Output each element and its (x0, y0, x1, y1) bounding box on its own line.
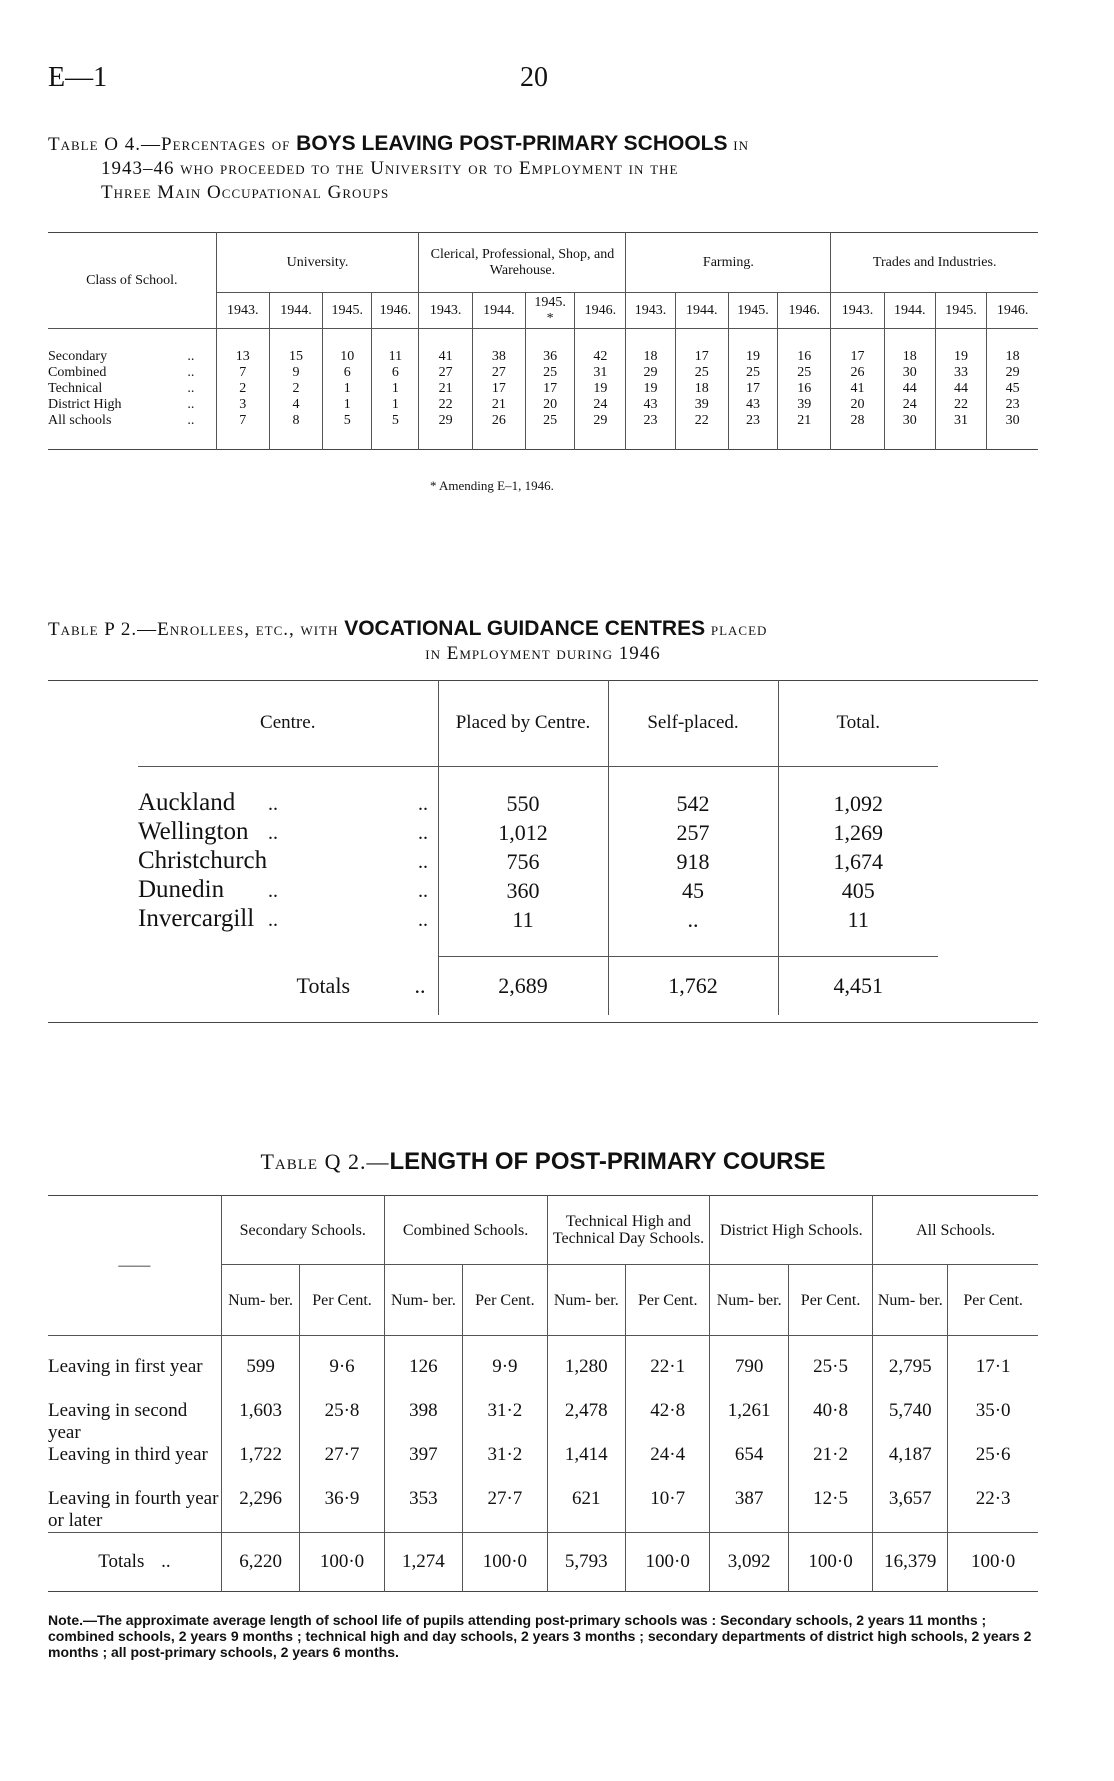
cell-value: 25·5 (788, 1356, 872, 1400)
year-header: 1945. (935, 293, 986, 329)
cell-value: 18 (626, 349, 675, 365)
year-header: 1945. (323, 293, 372, 329)
cell-value: 397 (384, 1444, 463, 1488)
cell-value: 3 (216, 397, 269, 413)
cell-value: 3,657 (873, 1488, 948, 1533)
centre-dots: .. (418, 822, 428, 844)
cell-value: 22·1 (626, 1356, 710, 1400)
caption-p2-post: placed (710, 619, 768, 640)
cell-value: 22 (419, 397, 472, 413)
cell-value: 36·9 (300, 1488, 384, 1533)
total-value: 11 (778, 905, 938, 934)
sub-percent: Per Cent. (788, 1265, 872, 1336)
caption-o4-post: in (733, 134, 749, 155)
cell-value: 27·7 (463, 1488, 547, 1533)
cell-value: 25·8 (300, 1400, 384, 1444)
totals-value: 16,379 (873, 1533, 948, 1592)
centre-name: Dunedin (138, 876, 225, 903)
year-header: 1946. (372, 293, 419, 329)
cell-value: 31·2 (463, 1400, 547, 1444)
cell-value: 18 (675, 381, 728, 397)
header-placed: Placed by Centre. (438, 680, 608, 767)
cell-value: 25 (728, 365, 777, 381)
group-secondary: Secondary Schools. (221, 1196, 384, 1265)
sub-number: Num- ber. (384, 1265, 463, 1336)
row-label: District High (48, 397, 122, 412)
cell-value: 16 (778, 381, 831, 397)
caption-o4-line2: 1943–46 who proceeded to the University or to Employment in the (101, 158, 679, 179)
sub-percent: Per Cent. (463, 1265, 547, 1336)
cell-value: 5,740 (873, 1400, 948, 1444)
cell-value: 7 (216, 413, 269, 429)
self-value: 918 (608, 847, 778, 876)
table-row (138, 789, 938, 818)
amended-marker: * (546, 310, 554, 326)
cell-value: 126 (384, 1356, 463, 1400)
year-header: 1943. (831, 293, 884, 329)
cell-value: 29 (419, 413, 472, 429)
table-row (138, 876, 938, 905)
row-label: Leaving in fourth year or later (48, 1488, 219, 1531)
caption-q2-pre: Table Q 2.— (260, 1149, 390, 1174)
cell-value: 31·2 (463, 1444, 547, 1488)
cell-value: 6 (323, 365, 372, 381)
centre-cell (138, 818, 438, 847)
row-label: Leaving in second year (48, 1400, 188, 1443)
table-q2-caption (48, 1150, 1038, 1174)
cell-value: 12·5 (788, 1488, 872, 1533)
cell-value: 40·8 (788, 1400, 872, 1444)
cell-value: 19 (575, 381, 626, 397)
cell-value: 1 (372, 381, 419, 397)
cell-value: 22 (935, 397, 986, 413)
totals-value: 5,793 (547, 1533, 626, 1592)
table-q2-note: Note.—The approximate average length of school life of pupils attending post-primary schools was : Secondary schools, 2 years 11 months ; combined schools, 2 years 9 months ; technical high and day schools, 2 years 3 months ; secondary departments of district high schools, 2 years 2 months ; all post-primary schools, 2 years 6 months. (48, 1612, 1032, 1660)
cell-value: 353 (384, 1488, 463, 1533)
total-value: 405 (778, 876, 938, 905)
cell-value: 2,296 (221, 1488, 300, 1533)
cell-value: 20 (526, 397, 575, 413)
table-row (48, 413, 1038, 429)
centre-name: Wellington (138, 818, 249, 845)
cell-value: 1,414 (547, 1444, 626, 1488)
row-dots: .. (187, 349, 195, 364)
group-district-high: District High Schools. (710, 1196, 873, 1265)
cell-value: 2 (216, 381, 269, 397)
year-header-amended: 1945. * (526, 293, 575, 329)
group-technical: Technical High and Technical Day Schools. (547, 1196, 710, 1265)
cell-value: 36 (526, 349, 575, 365)
centre-name: Christchurch (138, 847, 268, 874)
cell-value: 13 (216, 349, 269, 365)
table-row (138, 905, 938, 934)
cell-value: 23 (728, 413, 777, 429)
caption-o4-line3: Three Main Occupational Groups (101, 182, 390, 203)
cell-value: 31 (935, 413, 986, 429)
centre-name: Invercargill (138, 905, 255, 932)
cell-value: 25 (675, 365, 728, 381)
cell-value: 38 (472, 349, 525, 365)
placed-value: 550 (438, 789, 608, 818)
cell-value: 25 (526, 365, 575, 381)
row-label: Secondary (48, 349, 108, 364)
cell-value: 5 (323, 413, 372, 429)
cell-value: 15 (269, 349, 322, 365)
cell-value: 398 (384, 1400, 463, 1444)
totals-value: 100·0 (626, 1533, 710, 1592)
cell-value: 21·2 (788, 1444, 872, 1488)
totals-value: 3,092 (710, 1533, 789, 1592)
group-combined: Combined Schools. (384, 1196, 547, 1265)
totals-value: 100·0 (788, 1533, 872, 1592)
caption-o4-pre: Table O 4.—Percentages of (48, 134, 291, 155)
self-value: 257 (608, 818, 778, 847)
cell-value: 1,261 (710, 1400, 789, 1444)
cell-value: 44 (884, 381, 935, 397)
table-row (48, 1488, 1038, 1533)
self-value: .. (608, 905, 778, 934)
self-value: 45 (608, 876, 778, 905)
table-o4-caption (48, 132, 1038, 205)
cell-value: 1,280 (547, 1356, 626, 1400)
cell-value: 21 (472, 397, 525, 413)
caption-q2-bold: LENGTH OF POST-PRIMARY COURSE (389, 1148, 826, 1175)
group-clerical: Clerical, Professional, Shop, and Warehouse. (419, 233, 626, 293)
cell-value: 43 (728, 397, 777, 413)
cell-value: 29 (987, 365, 1038, 381)
sub-percent: Per Cent. (948, 1265, 1038, 1336)
centre-cell (138, 847, 438, 876)
cell-value: 25 (778, 365, 831, 381)
row-dots: .. (187, 413, 195, 428)
header-total: Total. (778, 680, 938, 767)
row-label: Leaving in third year (48, 1444, 208, 1465)
centre-dots: .. (418, 851, 428, 873)
totals-label: Totals (296, 972, 350, 998)
table-o4 (48, 232, 1038, 450)
year-header: 1943. (419, 293, 472, 329)
totals-dots: .. (414, 972, 426, 998)
totals-total: 4,451 (778, 957, 938, 1016)
total-value: 1,674 (778, 847, 938, 876)
table-row (138, 818, 938, 847)
totals-label-cell (138, 957, 438, 1016)
sub-percent: Per Cent. (300, 1265, 384, 1336)
self-value: 542 (608, 789, 778, 818)
centre-cell (138, 905, 438, 934)
cell-value: 41 (419, 349, 472, 365)
cell-value: 23 (987, 397, 1038, 413)
sub-number: Num- ber. (547, 1265, 626, 1336)
placed-value: 756 (438, 847, 608, 876)
cell-value: 27·7 (300, 1444, 384, 1488)
placed-value: 360 (438, 876, 608, 905)
totals-value: 100·0 (463, 1533, 547, 1592)
page-number: 20 (520, 62, 548, 93)
cell-value: 11 (372, 349, 419, 365)
cell-value: 9·9 (463, 1356, 547, 1400)
year-header: 1946. (575, 293, 626, 329)
totals-dots: .. (161, 1551, 171, 1572)
cell-value: 41 (831, 381, 884, 397)
row-dots: .. (187, 365, 195, 380)
year-header: 1946. (987, 293, 1038, 329)
class-of-school-header: Class of School. (48, 233, 216, 329)
cell-value: 790 (710, 1356, 789, 1400)
centre-dots: .. (268, 822, 278, 844)
cell-value: 24 (884, 397, 935, 413)
group-trades: Trades and Industries. (831, 233, 1038, 293)
cell-value: 31 (575, 365, 626, 381)
table-row (48, 381, 1038, 397)
cell-value: 22·3 (948, 1488, 1038, 1533)
cell-value: 17 (831, 349, 884, 365)
cell-value: 7 (216, 365, 269, 381)
header-self-placed: Self-placed. (608, 680, 778, 767)
cell-value: 6 (372, 365, 419, 381)
cell-value: 21 (778, 413, 831, 429)
year-header: 1944. (884, 293, 935, 329)
cell-value: 24 (575, 397, 626, 413)
placed-value: 1,012 (438, 818, 608, 847)
cell-value: 16 (778, 349, 831, 365)
row-dots: .. (187, 397, 195, 412)
cell-value: 5 (372, 413, 419, 429)
cell-value: 2 (269, 381, 322, 397)
cell-value: 4,187 (873, 1444, 948, 1488)
table-row (48, 365, 1038, 381)
cell-value: 25·6 (948, 1444, 1038, 1488)
cell-value: 9 (269, 365, 322, 381)
table-p2-caption (48, 617, 1038, 666)
cell-value: 1,603 (221, 1400, 300, 1444)
sub-percent: Per Cent. (626, 1265, 710, 1336)
cell-value: 29 (626, 365, 675, 381)
centre-dots: .. (268, 909, 278, 931)
cell-value: 10 (323, 349, 372, 365)
cell-value: 23 (626, 413, 675, 429)
year-header: 1944. (269, 293, 322, 329)
caption-p2-bold: VOCATIONAL GUIDANCE CENTRES (344, 617, 706, 640)
cell-value: 9·6 (300, 1356, 384, 1400)
centre-dots: .. (418, 880, 428, 902)
totals-self: 1,762 (608, 957, 778, 1016)
centre-name: Auckland (138, 789, 236, 816)
table-q2 (48, 1195, 1038, 1592)
year-header: 1944. (675, 293, 728, 329)
caption-o4-bold: BOYS LEAVING POST-PRIMARY SCHOOLS (296, 132, 728, 155)
cell-value: 17 (675, 349, 728, 365)
totals-value: 1,274 (384, 1533, 463, 1592)
sub-number: Num- ber. (873, 1265, 948, 1336)
cell-value: 35·0 (948, 1400, 1038, 1444)
year-header: 1944. (472, 293, 525, 329)
table-p2-bottom-rule (48, 1022, 1038, 1023)
cell-value: 17·1 (948, 1356, 1038, 1400)
totals-value: 100·0 (948, 1533, 1038, 1592)
caption-p2-pre: Table P 2.—Enrollees, etc., with (48, 619, 339, 640)
cell-value: 19 (626, 381, 675, 397)
table-row (48, 349, 1038, 365)
cell-value: 43 (626, 397, 675, 413)
table-o4-footnote: * Amending E–1, 1946. (430, 478, 554, 493)
cell-value: 27 (472, 365, 525, 381)
cell-value: 44 (935, 381, 986, 397)
cell-value: 39 (675, 397, 728, 413)
cell-value: 24·4 (626, 1444, 710, 1488)
row-dots: .. (187, 381, 195, 396)
group-all-schools: All Schools. (873, 1196, 1038, 1265)
cell-value: 621 (547, 1488, 626, 1533)
table-row (138, 847, 938, 876)
cell-value: 22 (675, 413, 728, 429)
sub-number: Num- ber. (221, 1265, 300, 1336)
cell-value: 19 (935, 349, 986, 365)
cell-value: 42·8 (626, 1400, 710, 1444)
group-university: University. (216, 233, 419, 293)
group-farming: Farming. (626, 233, 831, 293)
cell-value: 26 (831, 365, 884, 381)
cell-value: 20 (831, 397, 884, 413)
table-row (48, 1444, 1038, 1488)
centre-dots: .. (418, 909, 428, 931)
year-header: 1943. (626, 293, 675, 329)
placed-value: 11 (438, 905, 608, 934)
centre-dots: .. (418, 793, 428, 815)
totals-label: Totals (98, 1551, 145, 1572)
cell-value: 25 (526, 413, 575, 429)
table-row (48, 1356, 1038, 1400)
cell-value: 17 (472, 381, 525, 397)
cell-value: 45 (987, 381, 1038, 397)
row-header: —— (48, 1196, 221, 1336)
cell-value: 30 (987, 413, 1038, 429)
totals-placed: 2,689 (438, 957, 608, 1016)
cell-value: 26 (472, 413, 525, 429)
table-p2 (138, 680, 938, 1015)
table-row (48, 397, 1038, 413)
totals-value: 6,220 (221, 1533, 300, 1592)
total-value: 1,092 (778, 789, 938, 818)
cell-value: 18 (987, 349, 1038, 365)
cell-value: 2,795 (873, 1356, 948, 1400)
cell-value: 1 (323, 397, 372, 413)
sub-number: Num- ber. (710, 1265, 789, 1336)
totals-label-cell (48, 1533, 221, 1592)
cell-value: 599 (221, 1356, 300, 1400)
cell-value: 27 (419, 365, 472, 381)
cell-value: 21 (419, 381, 472, 397)
centre-cell (138, 789, 438, 818)
centre-cell (138, 876, 438, 905)
cell-value: 28 (831, 413, 884, 429)
cell-value: 387 (710, 1488, 789, 1533)
year-header: 1943. (216, 293, 269, 329)
cell-value: 30 (884, 365, 935, 381)
cell-value: 10·7 (626, 1488, 710, 1533)
cell-value: 19 (728, 349, 777, 365)
totals-row (48, 1533, 1038, 1592)
page-code: E—1 (48, 62, 108, 93)
centre-dots: .. (268, 880, 278, 902)
cell-value: 1,722 (221, 1444, 300, 1488)
header-centre: Centre. (138, 680, 438, 767)
totals-value: 100·0 (300, 1533, 384, 1592)
centre-dots: .. (268, 793, 278, 815)
cell-value: 2,478 (547, 1400, 626, 1444)
cell-value: 42 (575, 349, 626, 365)
cell-value: 4 (269, 397, 322, 413)
cell-value: 17 (728, 381, 777, 397)
cell-value: 1 (372, 397, 419, 413)
cell-value: 30 (884, 413, 935, 429)
row-label: Technical (48, 381, 103, 396)
cell-value: 8 (269, 413, 322, 429)
table-row (48, 1400, 1038, 1444)
row-label: Combined (48, 365, 107, 380)
cell-value: 654 (710, 1444, 789, 1488)
total-value: 1,269 (778, 818, 938, 847)
row-label: All schools (48, 413, 112, 428)
year-header: 1945. (728, 293, 777, 329)
cell-value: 39 (778, 397, 831, 413)
row-label: Leaving in first year (48, 1356, 203, 1377)
cell-value: 17 (526, 381, 575, 397)
caption-p2-line2: in Employment during 1946 (425, 643, 661, 664)
cell-value: 29 (575, 413, 626, 429)
cell-value: 33 (935, 365, 986, 381)
cell-value: 1 (323, 381, 372, 397)
year-header: 1946. (778, 293, 831, 329)
cell-value: 18 (884, 349, 935, 365)
